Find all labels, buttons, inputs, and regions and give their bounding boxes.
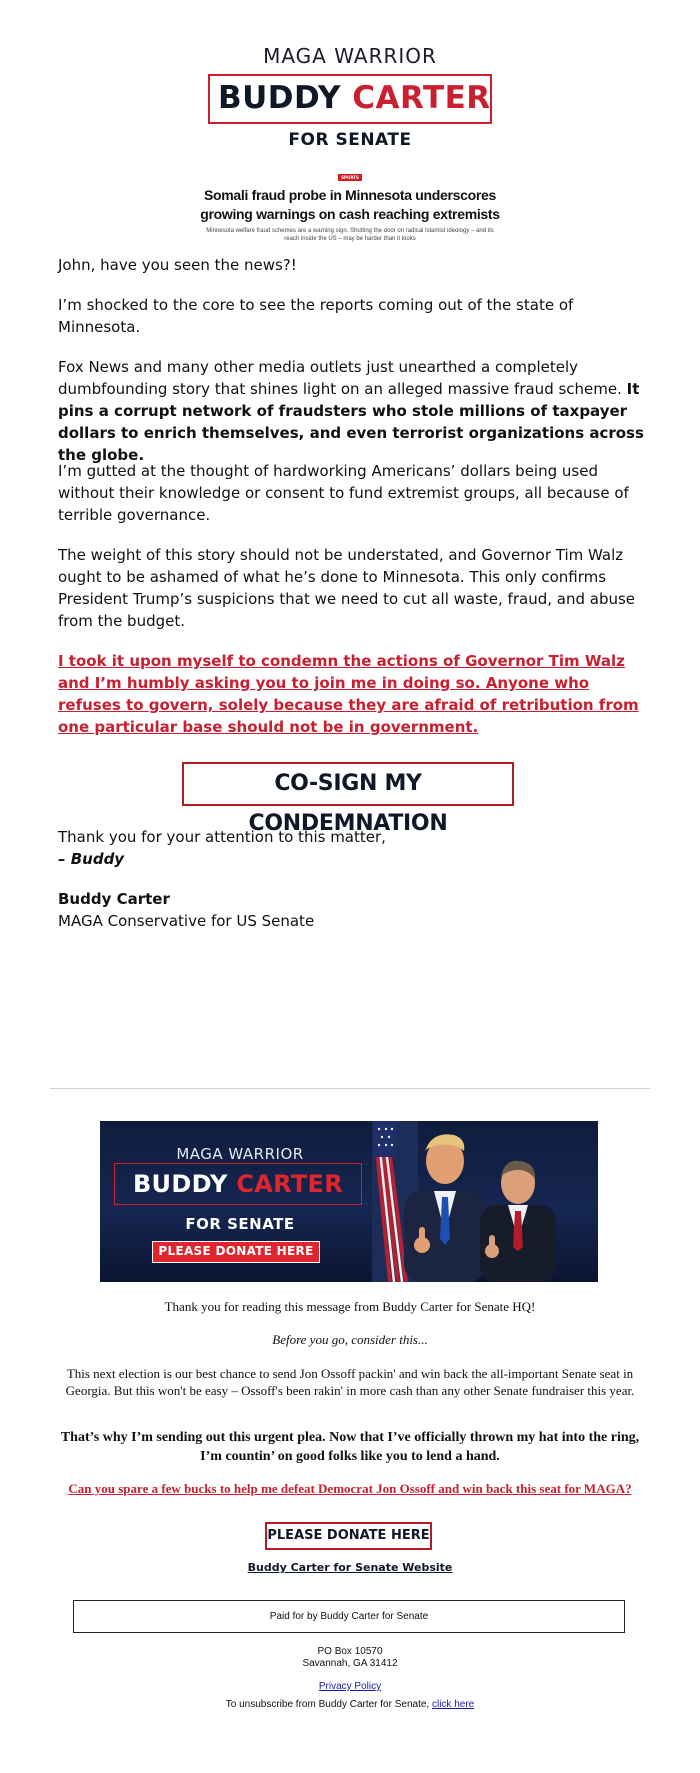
banner-subtitle: FOR SENATE (185, 1215, 295, 1233)
banner-candidate-name (115, 1164, 361, 1204)
header-last-name: CARTER (352, 80, 491, 116)
closing-role: MAGA Conservative for US Senate (58, 912, 315, 930)
closing-signoff: – Buddy (58, 850, 125, 868)
footer-ask-link[interactable]: Can you spare a few bucks to help me defeat Democrat Jon Ossoff and win back this seat for MAGA? (68, 1481, 632, 1496)
header-subtitle: FOR SENATE (288, 130, 412, 150)
footer-plea-paragraph: That’s why I’m sending out this urgent plea. Now that I’ve officially thrown my hat into the ring, I’m countin’ on good folks like you to lend a hand. (60, 1430, 640, 1464)
address-line-2: Savannah, GA 31412 (302, 1658, 398, 1669)
please-donate-button[interactable]: PLEASE DONATE HERE (265, 1522, 432, 1550)
address-line-1: PO Box 10570 (317, 1646, 383, 1657)
banner-tagline: MAGA WARRIOR (176, 1145, 304, 1163)
banner-last-name: CARTER (236, 1170, 344, 1198)
body-news-bold: It pins a corrupt network of fraudsters who stole millions of taxpayer dollars to enrich themselves, and even terrorist organizations across the globe. (58, 380, 644, 464)
email-closing (58, 826, 644, 932)
news-clip-tag: SPORTS (338, 174, 362, 181)
banner-photo (368, 1121, 598, 1282)
news-clip-dek: Minnesota welfare fraud schemes are a warning sign. Shutting the door on radical Islamist ideology – and its reach inside the US – may be harder than it looks (206, 228, 494, 242)
news-clip-headline: Somali fraud probe in Minnesota underscores growing warnings on cash reaching extremists (200, 187, 500, 222)
body-paragraph-gutted: I’m gutted at the thought of hardworking Americans’ dollars being used without their knowledge or consent to fund extremist groups, all because of terrible governance. (58, 462, 629, 524)
unsubscribe-link[interactable]: click here (431, 1699, 475, 1710)
privacy-policy-link[interactable]: Privacy Policy (318, 1681, 382, 1692)
footer-thanks: Thank you for reading this message from Buddy Carter for Senate HQ! (164, 1299, 536, 1314)
body-paragraph-greeting: John, have you seen the news?! (58, 256, 297, 274)
banner-donate-button[interactable]: PLEASE DONATE HERE (152, 1241, 320, 1263)
banner-name-box (114, 1163, 362, 1205)
header-tagline: MAGA WARRIOR (263, 44, 437, 68)
banner-first-name: BUDDY (132, 1170, 228, 1198)
person-2 (480, 1161, 556, 1282)
body-paragraph-weight: The weight of this story should not be understated, and Governor Tim Walz ought to be ashamed of what he’s done to Minnesota. This only confirms President Trump’s suspicions that we need to cut all waste, fraud, and abuse from the budget. (58, 546, 636, 630)
closing-thanks: Thank you for your attention to this matter, (58, 828, 386, 846)
header-name-box (208, 74, 492, 124)
footer-before-you-go: Before you go, consider this... (272, 1332, 428, 1347)
body-condemn-link[interactable]: I took it upon myself to condemn the actions of Governor Tim Walz and I’m humbly asking you to join me in doing so. Anyone who refuses to govern, solely because they are afraid of retribution from one particular base should not be in government. (58, 652, 639, 736)
header-candidate-name (218, 80, 491, 116)
donate-banner-image[interactable] (100, 1121, 598, 1282)
news-clip-image (200, 164, 500, 243)
mailing-address (0, 1646, 700, 1670)
unsubscribe-text: To unsubscribe from Buddy Carter for Senate, (225, 1699, 432, 1710)
body-paragraph-shocked: I’m shocked to the core to see the reports coming out of the state of Minnesota. (58, 296, 574, 336)
closing-name: Buddy Carter (58, 890, 170, 908)
header-first-name: BUDDY (218, 80, 341, 116)
campaign-website-link[interactable]: Buddy Carter for Senate Website (247, 1561, 453, 1574)
body-news-plain: Fox News and many other media outlets just unearthed a completely dumbfounding story that shines light on an alleged massive fraud scheme. (58, 358, 627, 398)
paid-for-disclaimer: Paid for by Buddy Carter for Senate (73, 1600, 625, 1633)
body-paragraph-news (58, 356, 644, 466)
email-header-logo (0, 44, 700, 150)
section-divider (50, 1088, 650, 1089)
footer-election-paragraph: This next election is our best chance to send Jon Ossoff packin' and win back the all-important Senate seat in Georgia. But this won't be easy – Ossoff's been rakin' in more cash than any other Senate fundraiser this year. (65, 1366, 635, 1398)
unsubscribe-line (0, 1699, 700, 1710)
co-sign-condemnation-button[interactable]: CO-SIGN MY CONDEMNATION (182, 762, 514, 806)
